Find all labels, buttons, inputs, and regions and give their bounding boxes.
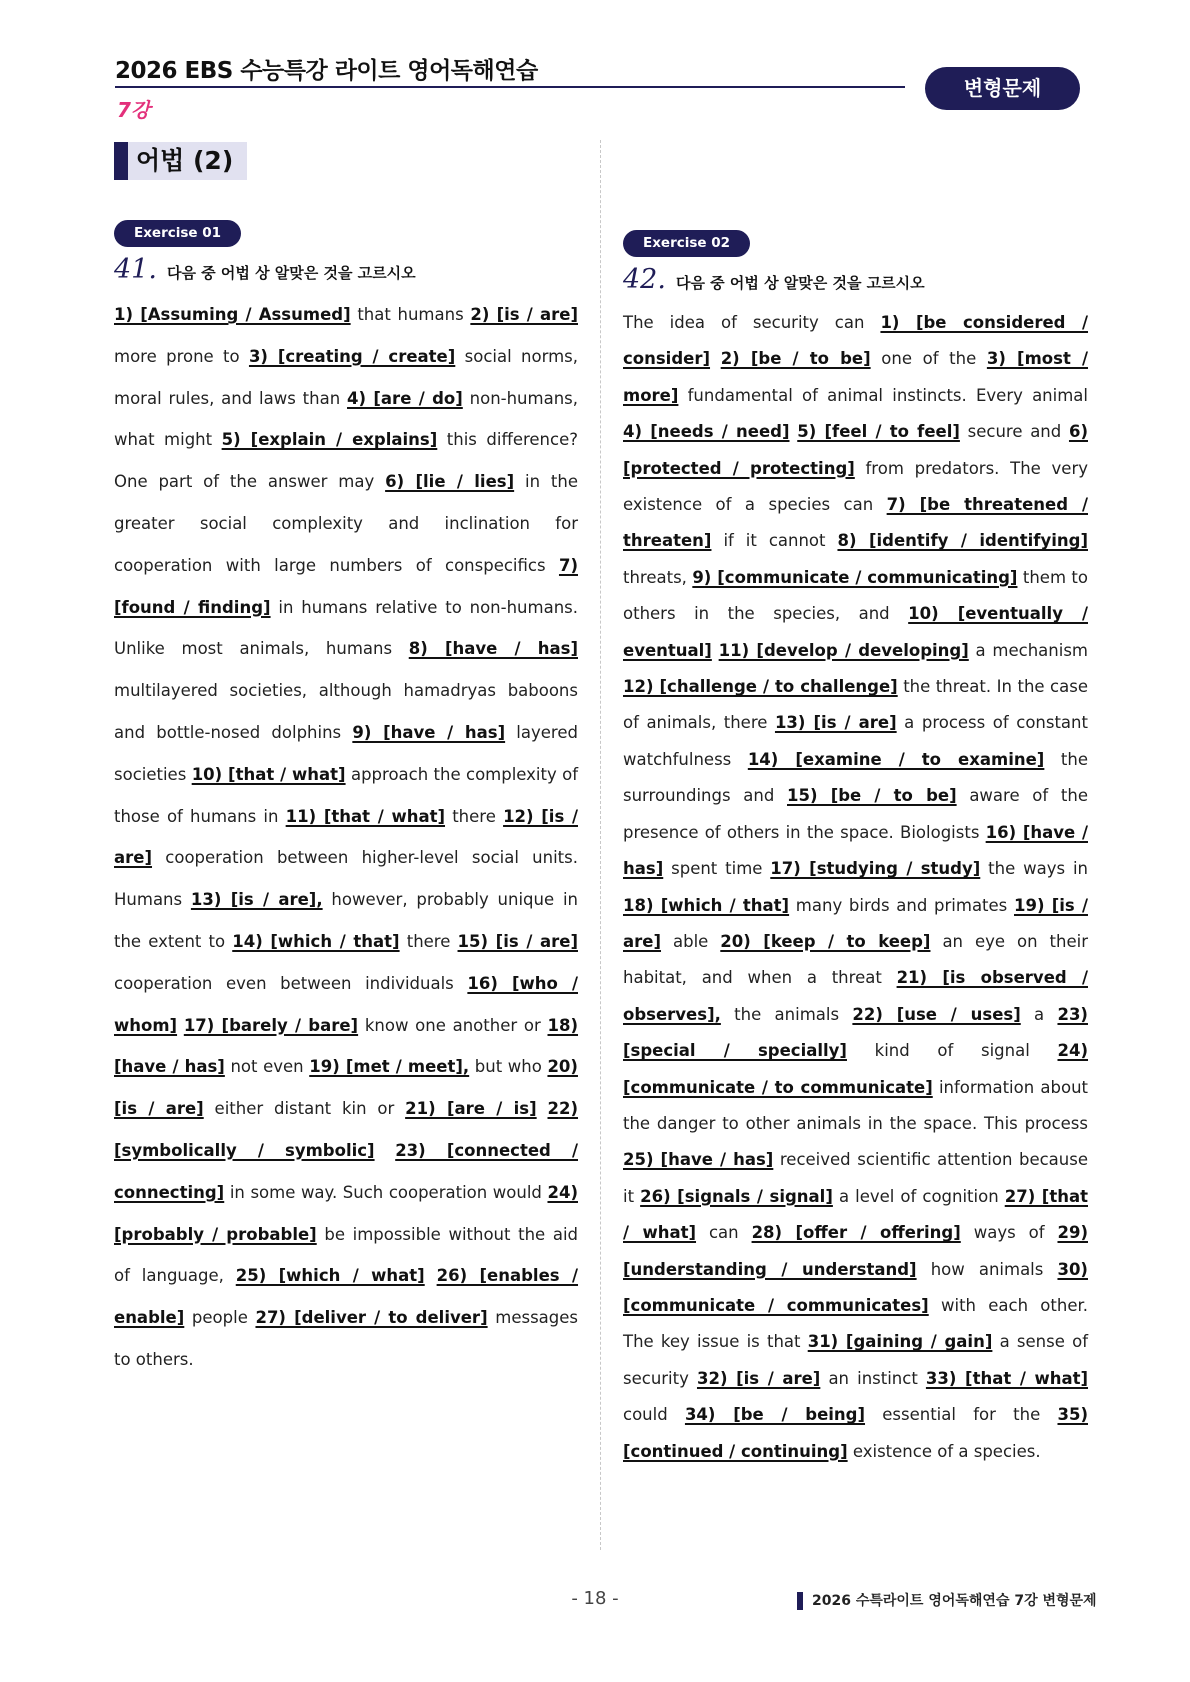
passage-text: could: [623, 1405, 685, 1425]
passage-text: cooperation between higher-level social units. Humans: [114, 848, 578, 910]
grammar-choice: 11) [that / what]: [285, 806, 446, 826]
passage-text: non-humans, what might: [114, 388, 579, 450]
passage-text: existence of a species.: [847, 1441, 1041, 1461]
grammar-choice: 13) [is / are],: [190, 890, 323, 910]
passage-text: a mechanism: [968, 640, 1089, 660]
passage-text: [537, 1099, 548, 1118]
grammar-choice: 18) [which / that]: [623, 895, 790, 915]
grammar-choice: 10) [that / what]: [191, 764, 346, 784]
footer-caption: 2026 수특라이트 영어독해연습 7강 변형문제: [797, 1592, 1097, 1610]
grammar-choice: 17) [barely / bare]: [183, 1015, 359, 1035]
passage-text: fundamental of animal instincts. Every animal: [678, 385, 1088, 405]
header-divider: [115, 86, 905, 88]
grammar-choice: 25) [have / has]: [623, 1150, 774, 1170]
passage-text: the threat. In the case of animals, there: [623, 677, 1088, 733]
grammar-choice: 33) [that / what]: [925, 1368, 1089, 1388]
page-number: - 18 -: [571, 1588, 619, 1609]
grammar-choice: 15) [be / to be]: [787, 786, 957, 806]
grammar-choice: 7) [found / finding]: [114, 555, 578, 617]
passage-text: [425, 1266, 437, 1285]
grammar-choice: 3) [creating / create]: [248, 346, 456, 366]
grammar-choice: 30) [communicate / communicates]: [623, 1259, 1088, 1315]
passage-text: cooperation even between individuals: [114, 973, 468, 993]
grammar-choice: 21) [is observed / observes],: [623, 968, 1088, 1024]
document-title: 2026 EBS 수능특강 라이트 영어독해연습: [115, 58, 538, 84]
grammar-choice: 19) [is / are]: [623, 895, 1088, 951]
passage-text: [375, 1141, 396, 1160]
passage-text: them to others in the species, and: [623, 567, 1088, 624]
passage-text: if it cannot: [711, 531, 838, 551]
passage-text: many birds and primates: [789, 895, 1014, 915]
passage-text: [177, 1016, 184, 1035]
grammar-choice: 31) [gaining / gain]: [807, 1332, 993, 1352]
grammar-choice: 9) [communicate / communicating]: [692, 567, 1018, 587]
grammar-choice: 12) [challenge / to challenge]: [623, 677, 898, 697]
grammar-choice: 22) [symbolically / symbolic]: [114, 1099, 579, 1160]
passage-text: in the greater social complexity and inclination for cooperation with large numbers of conspecifics: [114, 472, 578, 575]
grammar-choice: 20) [keep / to keep]: [720, 931, 931, 951]
grammar-choice: 10) [eventually / eventual]: [623, 604, 1088, 660]
grammar-choice: 28) [offer / offering]: [751, 1223, 961, 1243]
grammar-choice: 19) [met / meet],: [309, 1057, 470, 1077]
passage-text: can: [696, 1223, 752, 1243]
passage-text: spent time: [663, 859, 771, 879]
grammar-choice: 8) [identify / identifying]: [837, 531, 1088, 551]
passage-text: there: [399, 931, 458, 951]
passage-text: the ways in: [980, 859, 1088, 879]
question-42-instruction: 다음 중 어법 상 알맞은 것을 고르시오: [675, 274, 925, 292]
passage-text: either distant kin or: [203, 1099, 406, 1119]
grammar-choice: 11) [develop / developing]: [718, 640, 969, 660]
grammar-choice: 9) [have / has]: [352, 722, 506, 742]
grammar-choice: 8) [have / has]: [408, 639, 578, 659]
passage-text: there: [445, 806, 504, 826]
grammar-choice: 4) [needs / need]: [623, 422, 790, 442]
passage-text: in some way. Such cooperation would: [224, 1182, 548, 1202]
grammar-choice: 29) [understanding / understand]: [623, 1223, 1088, 1279]
question-41-number: 41.: [114, 254, 157, 285]
section-heading: [114, 142, 247, 180]
lesson-label: 7강: [117, 98, 151, 122]
grammar-choice: 5) [feel / to feel]: [797, 422, 960, 442]
passage-text: that humans: [350, 305, 471, 324]
grammar-choice: 6) [lie / lies]: [385, 472, 515, 492]
grammar-choice: 2) [be / to be]: [720, 349, 871, 369]
grammar-choice: 22) [use / uses]: [852, 1004, 1021, 1024]
passage-text: a sense of security: [623, 1332, 1088, 1388]
grammar-choice: 3) [most / more]: [623, 349, 1089, 405]
grammar-choice: 14) [which / that]: [232, 931, 400, 951]
grammar-choice: 13) [is / are]: [774, 713, 897, 733]
passage-text: multilayered societies, although hamadryas baboons and bottle-nosed dolphins: [114, 681, 578, 742]
passage-text: an instinct: [820, 1368, 926, 1388]
grammar-choice: 23) [special / specially]: [623, 1004, 1088, 1061]
passage-text: a level of cognition: [832, 1186, 1005, 1206]
passage-text: ways of: [960, 1223, 1058, 1243]
passage-text: the animals: [720, 1004, 853, 1024]
grammar-choice: 1) [be considered / consider]: [623, 313, 1089, 369]
grammar-choice: 27) [deliver / to deliver]: [255, 1308, 488, 1328]
passage-text: aware of the presence of others in the space. Biologists: [623, 786, 1088, 842]
grammar-choice: 16) [have / has]: [623, 822, 1088, 879]
passage-text: secure and: [959, 422, 1069, 442]
grammar-choice: 15) [is / are]: [457, 931, 578, 951]
passage-text: however, probably unique in the extent to: [114, 890, 578, 951]
grammar-choice: 14) [examine / to examine]: [747, 749, 1045, 769]
passage-text: with each other. The key issue is that: [623, 1295, 1088, 1352]
question-42-line: [623, 264, 925, 295]
passage-text: The idea of security can: [623, 313, 881, 332]
passage-text: social norms, moral rules, and laws than: [114, 346, 578, 408]
section-title: 어법 (2): [136, 146, 234, 175]
grammar-choice: 1) [Assuming / Assumed]: [114, 305, 351, 324]
column-divider: [600, 140, 601, 1550]
variant-problem-badge: 변형문제: [925, 67, 1080, 110]
passage-text: in humans relative to non-humans. Unlike most animals, humans: [114, 597, 578, 659]
question-41-instruction: 다음 중 어법 상 알맞은 것을 고르시오: [166, 264, 416, 282]
grammar-choice: 6) [protected / protecting]: [623, 422, 1088, 478]
grammar-choice: 24) [probably / probable]: [114, 1182, 578, 1244]
question-42-number: 42.: [623, 264, 666, 295]
passage-text: be impossible without the aid of language,: [114, 1224, 578, 1286]
grammar-choice: 26) [signals / signal]: [640, 1186, 833, 1206]
passage-text: approach the complexity of those of humans in: [114, 764, 579, 826]
grammar-choice: 7) [be threatened / threaten]: [623, 495, 1088, 551]
passage-text: a: [1020, 1004, 1058, 1024]
grammar-choice: 4) [are / do]: [347, 388, 463, 408]
grammar-choice: 34) [be / being]: [684, 1405, 866, 1425]
passage-text: layered societies: [114, 722, 578, 784]
grammar-choice: 27) [that / what]: [623, 1186, 1088, 1243]
passage-text: received scientific attention because it: [623, 1150, 1088, 1206]
passage-text: a process of constant watchfulness: [623, 713, 1088, 769]
exercise-01-passage: [114, 294, 578, 1381]
passage-text: essential for the: [865, 1405, 1058, 1425]
question-41-line: [114, 254, 416, 285]
grammar-choice: 16) [who / whom]: [114, 973, 578, 1035]
grammar-choice: 20) [is / are]: [114, 1057, 578, 1119]
grammar-choice: 25) [which / what]: [235, 1266, 425, 1286]
grammar-choice: 24) [communicate / to communicate]: [623, 1041, 1089, 1097]
grammar-choice: 5) [explain / explains]: [221, 430, 438, 450]
grammar-choice: 35) [continued / continuing]: [623, 1405, 1088, 1461]
passage-text: more prone to: [114, 346, 249, 366]
passage-text: [710, 349, 721, 368]
passage-text: know one another or: [358, 1015, 548, 1035]
passage-text: but who: [469, 1057, 548, 1077]
grammar-choice: 21) [are / is]: [405, 1099, 537, 1119]
grammar-choice: 32) [is / are]: [696, 1368, 821, 1388]
passage-text: from predators. The very existence of a species can: [623, 458, 1088, 515]
grammar-choice: 23) [connected / connecting]: [114, 1140, 578, 1202]
passage-text: messages to others.: [114, 1308, 579, 1369]
passage-text: how animals: [916, 1259, 1058, 1279]
passage-text: the surroundings and: [623, 749, 1088, 806]
passage-text: threats,: [623, 567, 693, 587]
passage-text: people: [184, 1308, 256, 1328]
exercise-01-badge: Exercise 01: [114, 220, 241, 247]
exercise-02-badge: Exercise 02: [623, 230, 750, 257]
passage-text: not even: [224, 1057, 310, 1077]
passage-text: this difference? One part of the answer may: [114, 430, 578, 492]
grammar-choice: 17) [studying / study]: [770, 859, 981, 879]
passage-text: able: [661, 931, 721, 951]
passage-text: an eye on their habitat, and when a threat: [623, 931, 1088, 988]
passage-text: kind of signal: [846, 1041, 1058, 1061]
grammar-choice: 26) [enables / enable]: [114, 1266, 579, 1328]
passage-text: one of the: [870, 349, 987, 369]
passage-text: [712, 641, 719, 660]
passage-text: information about the danger to other animals in the space. This process: [623, 1077, 1089, 1133]
grammar-choice: 18) [have / has]: [114, 1015, 579, 1077]
grammar-choice: 12) [is / are]: [114, 806, 578, 868]
exercise-02-passage: [623, 305, 1088, 1470]
grammar-choice: 2) [is / are]: [470, 305, 578, 324]
